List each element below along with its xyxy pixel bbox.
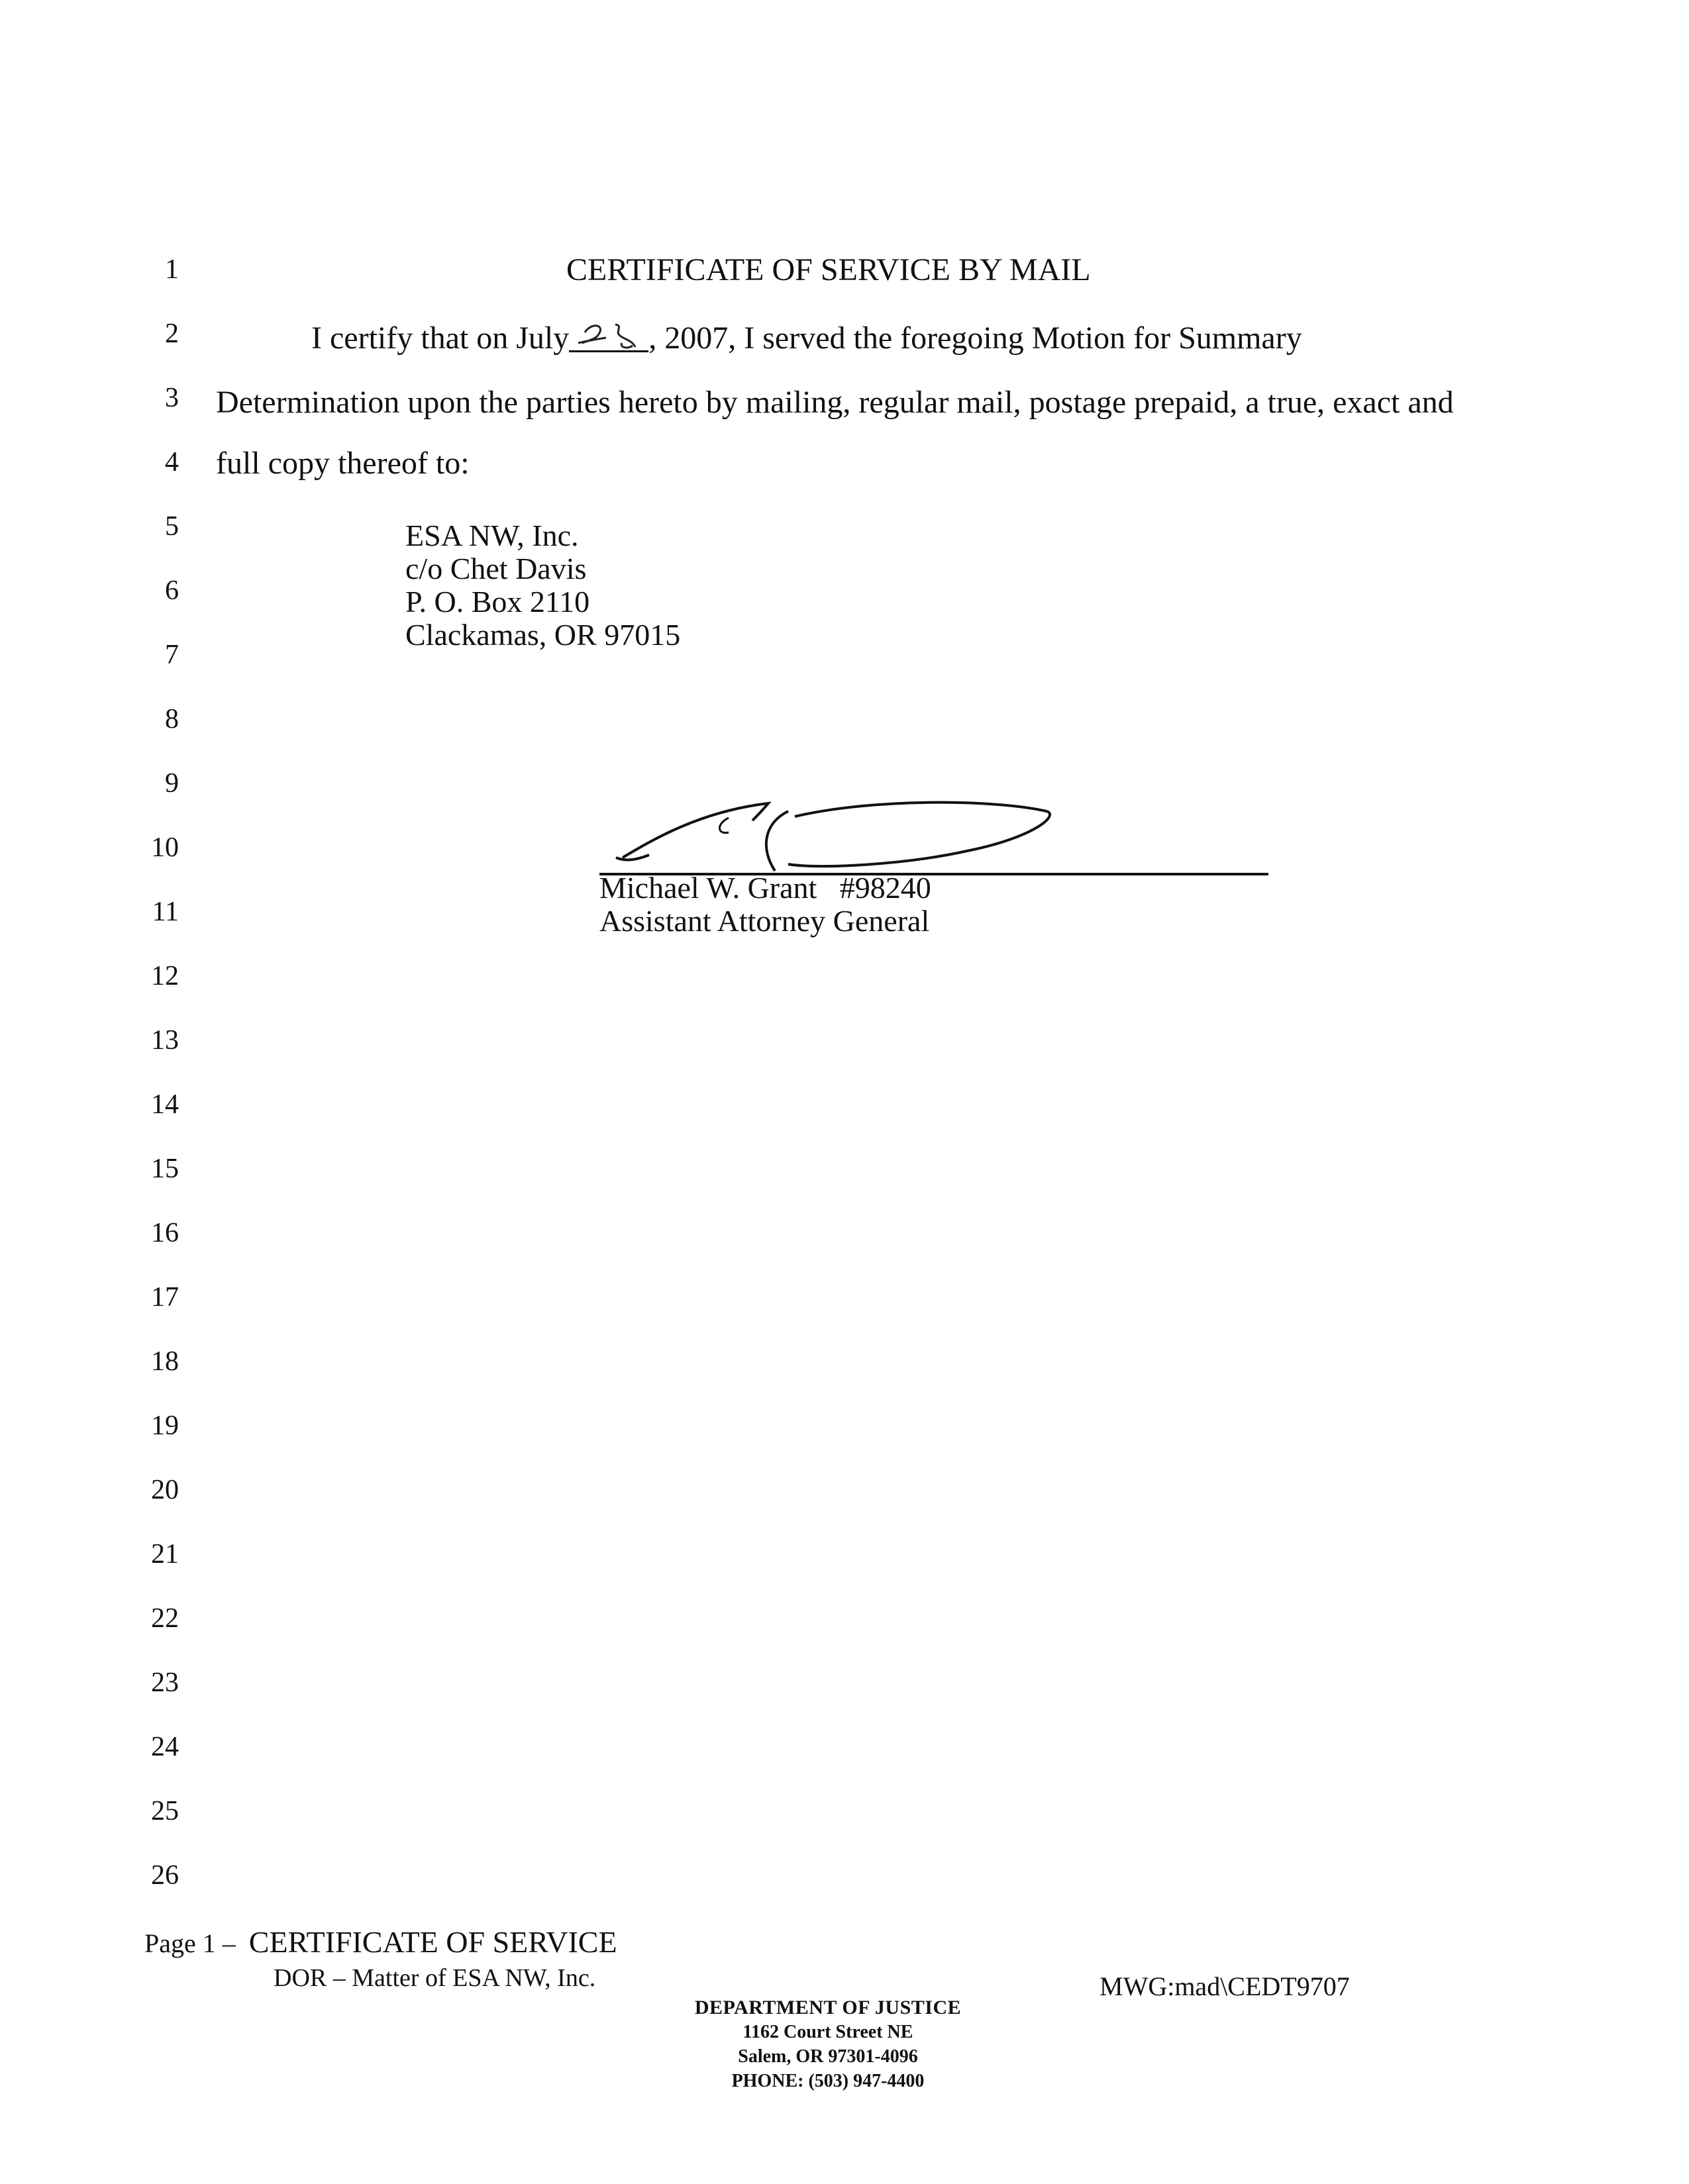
line-number: 22 — [151, 1603, 179, 1634]
department-street: 1162 Court Street NE — [742, 2022, 913, 2042]
line-number: 25 — [151, 1796, 179, 1826]
line-number: 13 — [151, 1025, 179, 1056]
footer-matter: DOR – Matter of ESA NW, Inc. — [274, 1964, 596, 1992]
line-number: 1 — [165, 254, 179, 285]
line-number: 3 — [165, 383, 179, 413]
line-number: 8 — [165, 704, 179, 734]
line-number: 24 — [151, 1732, 179, 1762]
line-number: 19 — [151, 1411, 179, 1441]
department-city: Salem, OR 97301-4096 — [738, 2046, 918, 2067]
body-line-4: full copy thereof to: — [216, 446, 470, 481]
address-line: Clackamas, OR 97015 — [405, 618, 681, 652]
page-label: Page 1 – — [144, 1928, 236, 1958]
line-number: 26 — [151, 1860, 179, 1891]
line-number: 21 — [151, 1539, 179, 1569]
footer-reference: MWG:mad\CEDT9707 — [1100, 1971, 1350, 2001]
signer-block — [599, 871, 931, 938]
body-line-2-start: I certify that on July — [311, 321, 570, 356]
recipient-address — [405, 519, 680, 652]
document-title: CERTIFICATE OF SERVICE BY MAIL — [566, 252, 1091, 287]
signature-mark — [596, 791, 1073, 877]
line-number: 4 — [165, 447, 179, 477]
body-line-2-end: , 2007, I served the foregoing Motion for Summary — [648, 321, 1302, 356]
line-number: 16 — [151, 1218, 179, 1248]
address-line: ESA NW, Inc. — [405, 519, 579, 552]
line-number: 2 — [165, 319, 179, 349]
line-number: 17 — [151, 1282, 179, 1313]
body-line-3: Determination upon the parties hereto by mailing, regular mail, postage prepaid, a true, exact and — [216, 385, 1454, 420]
line-number: 18 — [151, 1346, 179, 1377]
line-number: 11 — [152, 897, 179, 927]
line-number: 15 — [151, 1154, 179, 1184]
department-block — [689, 1995, 967, 2093]
footer-page-title — [144, 1927, 617, 1958]
body-line-2 — [311, 321, 1302, 354]
line-number: 12 — [151, 961, 179, 991]
line-number: 14 — [151, 1089, 179, 1120]
line-number: 23 — [151, 1667, 179, 1698]
address-line: P. O. Box 2110 — [405, 585, 590, 619]
handwritten-date — [569, 321, 648, 354]
signer-name: Michael W. Grant #98240 — [599, 871, 931, 905]
signer-title: Assistant Attorney General — [599, 904, 930, 938]
department-phone: PHONE: (503) 947-4400 — [731, 2071, 925, 2091]
line-number: 5 — [165, 511, 179, 542]
line-number: 6 — [165, 575, 179, 606]
line-number: 7 — [165, 640, 179, 670]
line-number: 20 — [151, 1475, 179, 1505]
address-line: c/o Chet Davis — [405, 552, 587, 585]
department-name: DEPARTMENT OF JUSTICE — [694, 1997, 962, 2018]
line-number: 9 — [165, 768, 179, 799]
footer-doc-title: CERTIFICATE OF SERVICE — [248, 1925, 617, 1959]
line-number: 10 — [151, 832, 179, 863]
